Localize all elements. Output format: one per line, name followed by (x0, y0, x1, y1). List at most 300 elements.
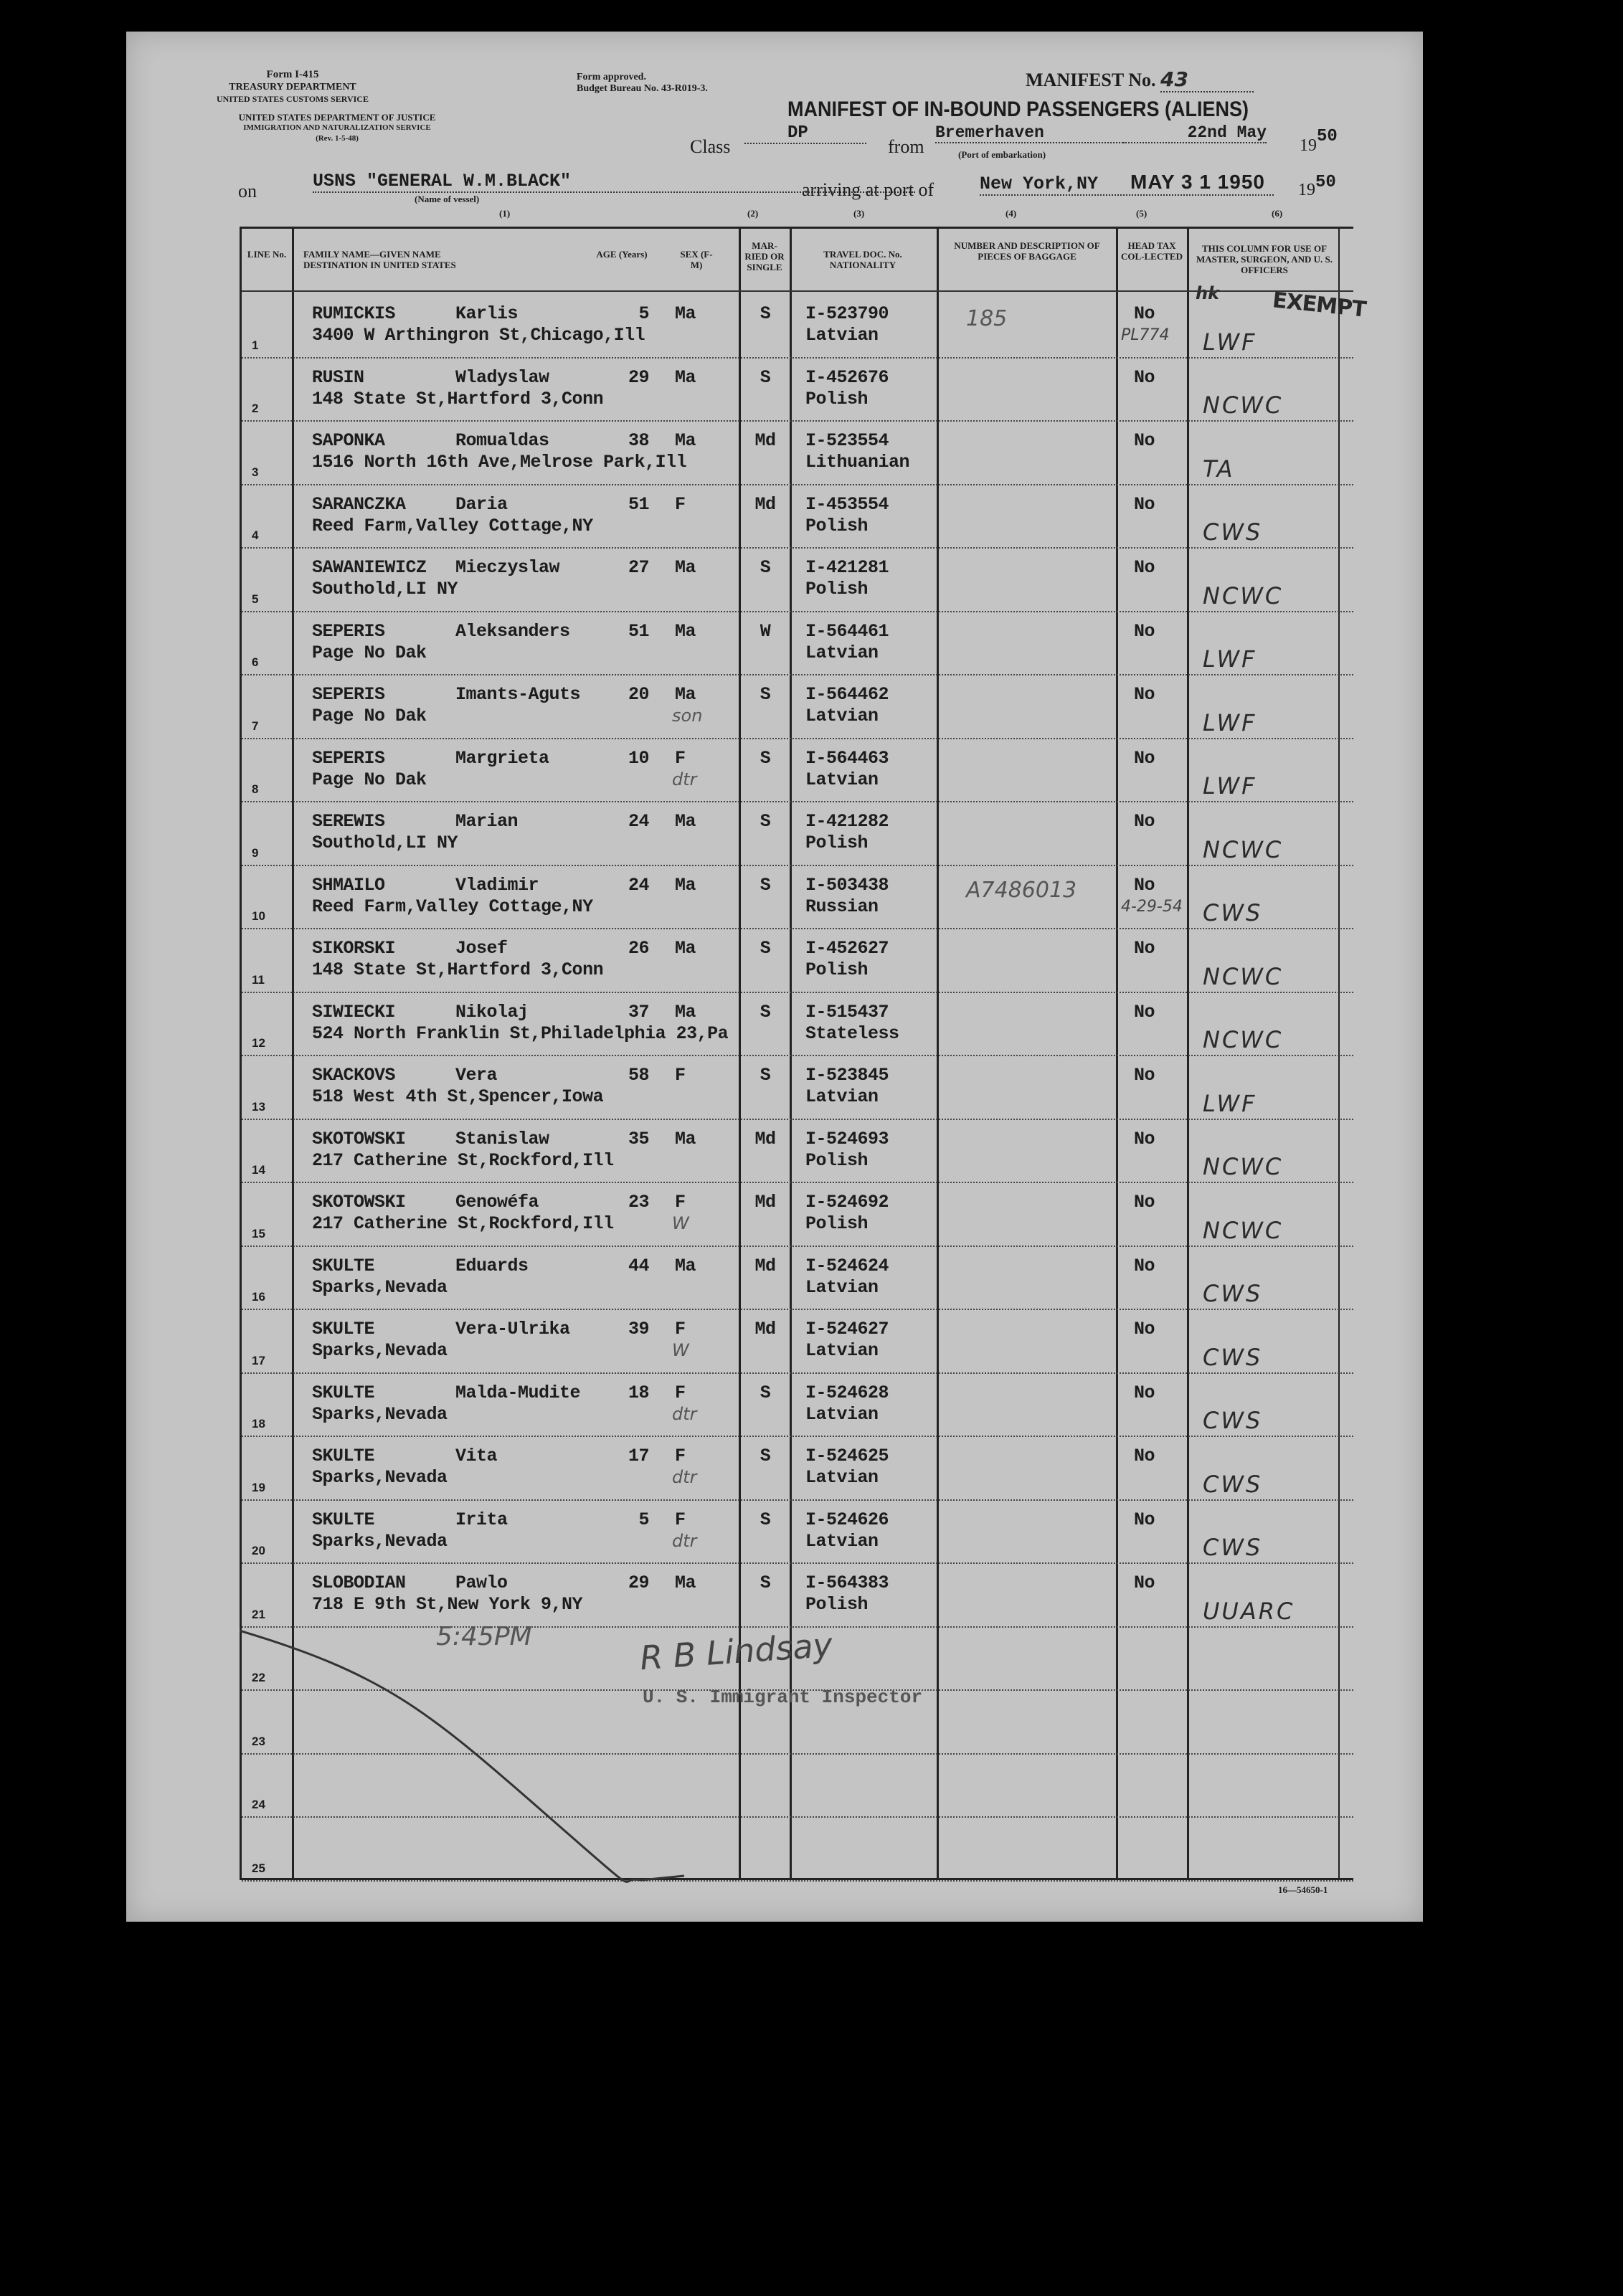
arriving-label: arriving at port of (802, 179, 934, 200)
nationality: Latvian (805, 1340, 879, 1361)
marital-status: S (760, 557, 771, 578)
destination: Page No Dak (312, 706, 427, 726)
sex: F (675, 1319, 686, 1339)
marital-status: S (760, 1065, 771, 1086)
travel-doc-number: I-421282 (805, 811, 889, 832)
line-number: 8 (252, 782, 259, 796)
destination: Page No Dak (312, 769, 427, 790)
given-name: Marian (455, 811, 519, 832)
travel-doc-number: I-523554 (805, 430, 889, 451)
col-number-3: (3) (853, 208, 865, 219)
line-number: 9 (252, 845, 259, 860)
year-field (1300, 127, 1338, 156)
ins-service: IMMIGRATION AND NATURALIZATION SERVICE (243, 123, 431, 132)
manifest-number: 43 (1160, 67, 1254, 92)
travel-doc-number: I-452627 (805, 938, 889, 959)
header-travel-doc: TRAVEL DOC. No. NATIONALITY (823, 249, 902, 270)
age: 5 (638, 1509, 649, 1530)
sex: F (675, 747, 686, 769)
given-name: Wladyslaw (455, 366, 549, 388)
travel-doc-number: I-564383 (805, 1572, 889, 1593)
on-label: on (238, 181, 257, 201)
table-row (242, 865, 1353, 929)
travel-doc-number: I-564461 (805, 620, 889, 642)
table-row (242, 1182, 1353, 1246)
destination: Sparks,Nevada (312, 1467, 448, 1488)
officer-remark: CWS (1203, 899, 1263, 926)
nationality: Latvian (805, 1530, 879, 1552)
family-name: SKACKOVS (312, 1065, 396, 1086)
inspector-signature: R B Lindsay (638, 1625, 834, 1678)
table-row (242, 801, 1353, 865)
marital-status: Md (754, 1192, 776, 1213)
sex: Ma (675, 303, 696, 324)
head-tax: No (1134, 1001, 1155, 1023)
given-name: Nikolaj (455, 1001, 529, 1023)
marital-status: S (760, 1446, 771, 1466)
family-name: SIKORSKI (312, 938, 396, 959)
manifest-title: MANIFEST OF IN-BOUND PASSENGERS (ALIENS) (787, 98, 1249, 121)
table-row (242, 547, 1353, 611)
table-row (242, 357, 1353, 421)
marital-status: S (760, 938, 771, 959)
given-name: Romualdas (455, 430, 549, 451)
officer-remark: UUARC (1203, 1597, 1295, 1625)
from-label: from (888, 136, 924, 157)
family-name: SLOBODIAN (312, 1572, 406, 1593)
officer-remark: CWS (1203, 518, 1263, 546)
sex: Ma (675, 811, 696, 832)
given-name: Stanislaw (455, 1128, 549, 1149)
time-note: 5:45PM (436, 1622, 532, 1651)
table-row (242, 1119, 1353, 1182)
line-number: 14 (252, 1163, 265, 1177)
nationality: Latvian (805, 325, 879, 346)
family-name: SIWIECKI (312, 1001, 396, 1023)
arrival-date-stamp: MAY 3 1 1950 (1130, 171, 1265, 193)
port-embark-caption: (Port of embarkation) (958, 149, 1046, 160)
margin-note: dtr (672, 1530, 697, 1551)
line-number: 23 (252, 1734, 265, 1748)
destination: 217 Catherine St,Rockford,Ill (312, 1149, 614, 1171)
given-name: Karlis (455, 303, 519, 324)
vessel-name: USNS "GENERAL W.M.BLACK" (313, 171, 915, 193)
line-number: 21 (252, 1607, 265, 1621)
line-number: 5 (252, 592, 259, 606)
officer-remark: NCWC (1203, 392, 1284, 419)
given-name: Vita (455, 1446, 498, 1466)
table-row (242, 1436, 1353, 1499)
age: 39 (628, 1319, 649, 1339)
sex: Ma (675, 874, 696, 896)
destination: 148 State St,Hartford 3,Conn (312, 388, 604, 409)
destination: Sparks,Nevada (312, 1340, 448, 1361)
family-name: SHMAILO (312, 874, 385, 896)
table-row (242, 992, 1353, 1056)
officer-note: hk (1196, 283, 1220, 303)
given-name: Eduards (455, 1255, 529, 1276)
marital-status: Md (754, 1319, 776, 1339)
line-number: 20 (252, 1544, 265, 1557)
line-number: 10 (252, 909, 265, 923)
head-tax: No (1134, 1382, 1155, 1403)
travel-doc-number: I-503438 (805, 874, 889, 896)
marital-status: Md (754, 493, 776, 515)
sex: Ma (675, 430, 696, 451)
embarkation-date: 22nd May (1123, 123, 1267, 143)
destination: Sparks,Nevada (312, 1530, 448, 1552)
officer-remark: NCWC (1203, 835, 1284, 863)
line-number: 19 (252, 1480, 265, 1494)
travel-doc-number: I-564462 (805, 684, 889, 705)
nationality: Polish (805, 959, 869, 980)
col-number-6: (6) (1272, 208, 1283, 219)
age: 18 (628, 1382, 649, 1403)
travel-doc-number: I-524626 (805, 1509, 889, 1530)
given-name: Genowéfa (455, 1192, 539, 1213)
officer-remark: LWF (1203, 708, 1257, 736)
header-head-tax: HEAD TAX COL-LECTED (1121, 240, 1183, 262)
revision: (Rev. 1-5-48) (316, 134, 359, 143)
baggage-note: 185 (966, 306, 1008, 331)
header-baggage: NUMBER AND DESCRIPTION OF PIECES OF BAGGAGE (954, 240, 1100, 262)
sex: Ma (675, 1255, 696, 1276)
marital-status: S (760, 684, 771, 705)
officer-remark: LWF (1203, 1089, 1257, 1117)
header-officers: THIS COLUMN FOR USE OF MASTER, SURGEON, AND U. S. OFFICERS (1196, 243, 1333, 275)
officer-remark: NCWC (1203, 962, 1284, 990)
line-number: 4 (252, 528, 259, 542)
head-tax: No (1134, 1319, 1155, 1339)
head-tax: No (1134, 1572, 1155, 1593)
marital-status: S (760, 366, 771, 388)
nationality: Polish (805, 832, 869, 853)
line-number: 17 (252, 1353, 265, 1367)
year-field-2 (1298, 173, 1336, 201)
destination: 524 North Franklin St,Philadelphia 23,Pa (312, 1023, 729, 1044)
nationality: Latvian (805, 642, 879, 663)
given-name: Mieczyslaw (455, 557, 560, 578)
margin-note: W (672, 1340, 689, 1360)
nationality: Stateless (805, 1023, 899, 1044)
nationality: Latvian (805, 1276, 879, 1298)
destination: Page No Dak (312, 642, 427, 663)
officer-remark: TA (1203, 455, 1235, 483)
marital-status: W (760, 620, 771, 642)
marital-status: S (760, 874, 771, 896)
nationality: Latvian (805, 769, 879, 790)
age: 44 (628, 1255, 649, 1276)
nationality: Lithuanian (805, 452, 910, 473)
destination: 3400 W Arthingron St,Chicago,Ill (312, 325, 645, 346)
col-number-4: (4) (1005, 208, 1017, 219)
table-row (242, 674, 1353, 738)
sex: F (675, 1509, 686, 1530)
budget-bureau: Budget Bureau No. 43-R019-3. (577, 83, 708, 94)
col-number-1: (1) (499, 208, 511, 219)
head-tax: No (1134, 557, 1155, 578)
head-tax: No (1134, 1509, 1155, 1530)
travel-doc-number: I-421281 (805, 557, 889, 578)
given-name: Malda-Mudite (455, 1382, 581, 1403)
age: 29 (628, 1572, 649, 1593)
age: 24 (628, 874, 649, 896)
marital-status: Md (754, 1255, 776, 1276)
officer-remark: LWF (1203, 328, 1257, 356)
given-name: Vera (455, 1065, 498, 1086)
embarkation-port: Bremerhaven (935, 123, 1123, 143)
exempt-stamp: EXEMPT (1271, 288, 1367, 323)
header-destination-label: DESTINATION IN UNITED STATES (303, 260, 456, 270)
marital-status: S (760, 1572, 771, 1593)
family-name: RUMICKIS (312, 303, 396, 324)
class-value: DP (744, 123, 866, 144)
vessel-caption: (Name of vessel) (415, 194, 480, 204)
line-number: 18 (252, 1417, 265, 1431)
age: 35 (628, 1128, 649, 1149)
customs-service: UNITED STATES CUSTOMS SERVICE (217, 94, 369, 104)
head-tax: No (1134, 303, 1155, 324)
form-print-code: 16—54650-1 (1278, 1884, 1328, 1895)
age: 37 (628, 1001, 649, 1023)
given-name: Margrieta (455, 747, 549, 769)
approval-block (577, 72, 708, 95)
family-name: SKOTOWSKI (312, 1128, 406, 1149)
line-number: 22 (252, 1671, 265, 1684)
head-tax: No (1134, 874, 1155, 896)
officer-remark: CWS (1203, 1407, 1263, 1434)
nationality: Polish (805, 515, 869, 536)
table-row (242, 1055, 1353, 1119)
table-row (242, 420, 1353, 484)
sex: Ma (675, 1128, 696, 1149)
travel-doc-number: I-452676 (805, 366, 889, 388)
form-approved: Form approved. (577, 72, 646, 82)
age: 27 (628, 557, 649, 578)
head-tax: No (1134, 1065, 1155, 1086)
destination: Southold,LI NY (312, 579, 458, 599)
line-number: 6 (252, 655, 259, 669)
year-suffix: 50 (1317, 127, 1338, 146)
sex: Ma (675, 557, 696, 578)
family-name: SKULTE (312, 1382, 375, 1403)
given-name: Irita (455, 1509, 508, 1530)
age: 29 (628, 366, 649, 388)
justice-dept: UNITED STATES DEPARTMENT OF JUSTICE (238, 112, 436, 123)
cancel-diagonal-line (240, 1623, 813, 1910)
age: 5 (638, 303, 649, 324)
age: 51 (628, 620, 649, 642)
nationality: Polish (805, 1213, 869, 1234)
margin-note: W (672, 1213, 689, 1233)
given-name: Vladimir (455, 874, 539, 896)
nationality: Polish (805, 579, 869, 599)
sex: F (675, 493, 686, 515)
nationality: Latvian (805, 1086, 879, 1107)
age: 24 (628, 811, 649, 832)
arrival-port-field (980, 171, 1274, 196)
marital-status: S (760, 1509, 771, 1530)
marital-status: Md (754, 430, 776, 451)
line-number: 1 (252, 338, 259, 352)
marital-status: Md (754, 1128, 776, 1149)
sex: Ma (675, 620, 696, 642)
class-label: Class (690, 136, 731, 157)
age: 26 (628, 938, 649, 959)
margin-note: dtr (672, 769, 697, 789)
family-name: SKULTE (312, 1509, 375, 1530)
arrival-port: New York,NY (980, 174, 1099, 194)
nationality: Russian (805, 896, 879, 917)
head-tax: No (1134, 1192, 1155, 1213)
destination: Sparks,Nevada (312, 1276, 448, 1298)
age: 10 (628, 747, 649, 769)
year2-prefix: 19 (1298, 181, 1315, 199)
given-name: Josef (455, 938, 508, 959)
officer-remark: CWS (1203, 1343, 1263, 1371)
destination: Southold,LI NY (312, 832, 458, 853)
sex: F (675, 1192, 686, 1213)
margin-note: PL774 (1121, 326, 1170, 344)
head-tax: No (1134, 430, 1155, 451)
form-header-left (192, 69, 393, 105)
line-number: 24 (252, 1798, 265, 1811)
header-sex: SEX (F-M) (680, 249, 713, 270)
margin-note: 4-29-54 (1121, 897, 1183, 916)
header-line-no: LINE No. (247, 249, 287, 260)
destination: 217 Catherine St,Rockford,Ill (312, 1213, 614, 1234)
marital-status: S (760, 747, 771, 769)
age: 58 (628, 1065, 649, 1086)
nationality: Latvian (805, 706, 879, 726)
marital-status: S (760, 1382, 771, 1403)
family-name: SEPERIS (312, 620, 385, 642)
marital-status: S (760, 811, 771, 832)
officer-remark: CWS (1203, 1470, 1263, 1498)
nationality: Polish (805, 388, 869, 409)
line-number: 11 (252, 972, 265, 987)
travel-doc-number: I-524627 (805, 1319, 889, 1339)
destination: Reed Farm,Valley Cottage,NY (312, 515, 593, 536)
treasury-dept: TREASURY DEPARTMENT (229, 82, 356, 92)
sex: F (675, 1382, 686, 1403)
given-name: Pawlo (455, 1572, 508, 1593)
destination: 1516 North 16th Ave,Melrose Park,Ill (312, 452, 687, 473)
travel-doc-number: I-524692 (805, 1192, 889, 1213)
family-name: SAWANIEWICZ (312, 557, 427, 578)
officer-remark: NCWC (1203, 1216, 1284, 1244)
given-name: Imants-Aguts (455, 684, 581, 705)
table-row (242, 1499, 1353, 1563)
travel-doc-number: I-515437 (805, 1001, 889, 1023)
baggage-note: A7486013 (966, 877, 1077, 903)
table-row (242, 928, 1353, 992)
sex: Ma (675, 1572, 696, 1593)
officer-remark: NCWC (1203, 1026, 1284, 1053)
form-number: Form I-415 (266, 69, 319, 80)
family-name: SEPERIS (312, 684, 385, 705)
nationality: Polish (805, 1149, 869, 1171)
head-tax: No (1134, 747, 1155, 769)
family-name: SKULTE (312, 1319, 375, 1339)
table-row (242, 738, 1353, 802)
destination: 518 West 4th St,Spencer,Iowa (312, 1086, 604, 1107)
officer-remark: LWF (1203, 772, 1257, 800)
family-name: SKOTOWSKI (312, 1192, 406, 1213)
sex: Ma (675, 366, 696, 388)
header-name-label: FAMILY NAME—GIVEN NAME (303, 249, 441, 260)
nationality: Latvian (805, 1403, 879, 1425)
travel-doc-number: I-523845 (805, 1065, 889, 1086)
nationality: Latvian (805, 1467, 879, 1488)
family-name: SEPERIS (312, 747, 385, 769)
sex: F (675, 1446, 686, 1466)
table-row (242, 1562, 1353, 1626)
destination: 718 E 9th St,New York 9,NY (312, 1594, 583, 1615)
line-number: 2 (252, 402, 259, 415)
marital-status: S (760, 1001, 771, 1023)
travel-doc-number: I-524625 (805, 1446, 889, 1466)
head-tax: No (1134, 1446, 1155, 1466)
line-number: 25 (252, 1861, 265, 1875)
travel-doc-number: I-524628 (805, 1382, 889, 1403)
table-row (242, 1372, 1353, 1436)
head-tax: No (1134, 684, 1155, 705)
table-row (242, 1309, 1353, 1372)
head-tax: No (1134, 811, 1155, 832)
head-tax: No (1134, 366, 1155, 388)
line-number: 3 (252, 465, 259, 479)
table-row (242, 293, 1353, 357)
travel-doc-number: I-564463 (805, 747, 889, 769)
age: 38 (628, 430, 649, 451)
manifest-number-label (1026, 67, 1254, 92)
officer-remark: CWS (1203, 1534, 1263, 1561)
travel-doc-number: I-523790 (805, 303, 889, 324)
manifest-sheet (126, 32, 1423, 1922)
manifest-label: MANIFEST No. (1026, 70, 1156, 90)
age: 17 (628, 1446, 649, 1466)
given-name: Daria (455, 493, 508, 515)
head-tax: No (1134, 1255, 1155, 1276)
inspector-label: U. S. Immigrant Inspector (643, 1687, 923, 1708)
sex: Ma (675, 938, 696, 959)
travel-doc-number: I-524624 (805, 1255, 889, 1276)
officer-remark: LWF (1203, 645, 1257, 673)
head-tax: No (1134, 938, 1155, 959)
head-tax: No (1134, 620, 1155, 642)
margin-note: son (672, 706, 703, 726)
destination: Sparks,Nevada (312, 1403, 448, 1425)
header-married: MAR-RIED OR SINGLE (744, 240, 785, 272)
table-row (242, 1246, 1353, 1309)
line-number: 7 (252, 718, 259, 733)
table-row (242, 611, 1353, 675)
age: 51 (628, 493, 649, 515)
given-name: Vera-Ulrika (455, 1319, 570, 1339)
line-number: 15 (252, 1226, 265, 1240)
family-name: SEREWIS (312, 811, 385, 832)
travel-doc-number: I-453554 (805, 493, 889, 515)
given-name: Aleksanders (455, 620, 570, 642)
col-number-2: (2) (747, 208, 759, 219)
sex: F (675, 1065, 686, 1086)
head-tax: No (1134, 493, 1155, 515)
age: 20 (628, 684, 649, 705)
sex: Ma (675, 1001, 696, 1023)
header-age: AGE (Years) (596, 249, 648, 260)
margin-note: dtr (672, 1467, 697, 1487)
